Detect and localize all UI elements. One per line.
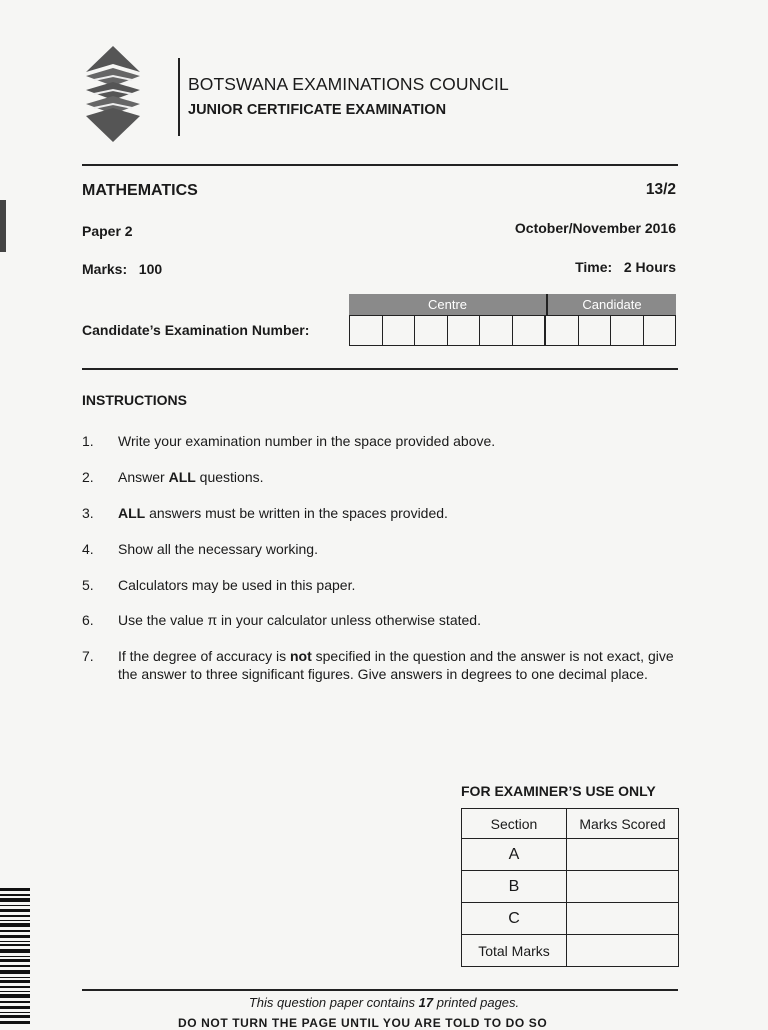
page-count-number: 17 — [418, 995, 434, 1010]
marks-cell[interactable] — [567, 839, 679, 871]
section-label: C — [462, 903, 567, 935]
time-allowed: Time: 2 Hours — [575, 259, 676, 275]
marks-cell[interactable] — [567, 871, 679, 903]
instruction-number: 2. — [82, 469, 94, 485]
header-divider — [178, 58, 180, 136]
exam-name: JUNIOR CERTIFICATE EXAMINATION — [188, 102, 447, 118]
candidate-number-label: Candidate’s Examination Number: — [82, 322, 310, 338]
centre-digit-box[interactable] — [350, 316, 383, 345]
candidate-number-grid — [349, 294, 676, 348]
total-marks-label: Total Marks — [462, 935, 567, 967]
instruction-number: 3. — [82, 505, 94, 521]
candidate-digit-box[interactable] — [644, 316, 676, 345]
centre-digit-box[interactable] — [383, 316, 416, 345]
instruction-number: 4. — [82, 541, 94, 557]
instruction-number: 6. — [82, 612, 94, 628]
bec-logo — [84, 46, 142, 142]
instruction-text: Use the value π in your calculator unless otherwise stated. — [118, 612, 481, 628]
instruction-text: Write your examination number in the space provided above. — [118, 433, 496, 449]
instruction-item — [82, 576, 682, 594]
instruction-item — [82, 611, 682, 629]
instruction-text: If the degree of accuracy is — [118, 648, 290, 664]
do-not-turn-notice: DO NOT TURN THE PAGE UNTIL YOU ARE TOLD TO DO SO — [178, 1016, 548, 1030]
instruction-number: 1. — [82, 433, 94, 449]
examiner-use-title: FOR EXAMINER’S USE ONLY — [461, 783, 656, 799]
instructions-title: INSTRUCTIONS — [82, 392, 187, 408]
rule-top — [82, 164, 678, 166]
subject-title: MATHEMATICS — [82, 182, 198, 199]
binding-mark — [0, 200, 6, 252]
centre-header: Centre — [349, 294, 548, 315]
paper-number: Paper 2 — [82, 223, 133, 239]
instruction-item — [82, 432, 682, 450]
section-label: A — [462, 839, 567, 871]
instruction-text: Calculators may be used in this paper. — [118, 577, 356, 593]
instruction-item — [82, 468, 682, 486]
total-marks-cell[interactable] — [567, 935, 679, 967]
instruction-item — [82, 647, 682, 683]
instruction-emphasis: ALL — [118, 505, 146, 521]
instruction-text: Show all the necessary working. — [118, 541, 318, 557]
centre-digit-box[interactable] — [513, 316, 547, 345]
instruction-text: Answer — [118, 469, 169, 485]
candidate-header: Candidate — [582, 297, 642, 312]
candidate-digit-box[interactable] — [579, 316, 612, 345]
instruction-item — [82, 504, 682, 522]
marks-cell[interactable] — [567, 903, 679, 935]
council-name: BOTSWANA EXAMINATIONS COUNCIL — [188, 74, 509, 94]
centre-digit-box[interactable] — [480, 316, 513, 345]
rule-bottom — [82, 989, 678, 991]
instruction-emphasis: ALL — [168, 469, 196, 485]
section-label: B — [462, 871, 567, 903]
instruction-emphasis: not — [289, 648, 312, 664]
instruction-text: specified in the question and the answer is not exact, give the answer to three significant figures. Give answers in degrees to one decimal place. — [118, 648, 674, 682]
centre-digit-box[interactable] — [415, 316, 448, 345]
instruction-number: 5. — [82, 577, 94, 593]
total-marks: Marks: 100 — [82, 261, 163, 277]
candidate-digit-box[interactable] — [546, 316, 579, 345]
page-count-text: This question paper contains — [248, 995, 419, 1010]
instruction-number: 7. — [82, 648, 94, 664]
marks-column-header: Marks Scored — [567, 809, 679, 839]
instruction-text: questions. — [195, 469, 264, 485]
rule-middle — [82, 368, 678, 370]
exam-session: October/November 2016 — [514, 220, 676, 236]
page-count-text-end: printed pages. — [433, 995, 520, 1010]
centre-digit-box[interactable] — [448, 316, 481, 345]
instruction-text: answers must be written in the spaces provided. — [145, 505, 448, 521]
candidate-digit-box[interactable] — [611, 316, 644, 345]
section-column-header: Section — [462, 809, 567, 839]
examiner-marks-table — [461, 808, 679, 967]
paper-code: 13/2 — [645, 181, 676, 198]
page-count-note — [0, 995, 768, 1010]
instruction-item — [82, 540, 682, 558]
